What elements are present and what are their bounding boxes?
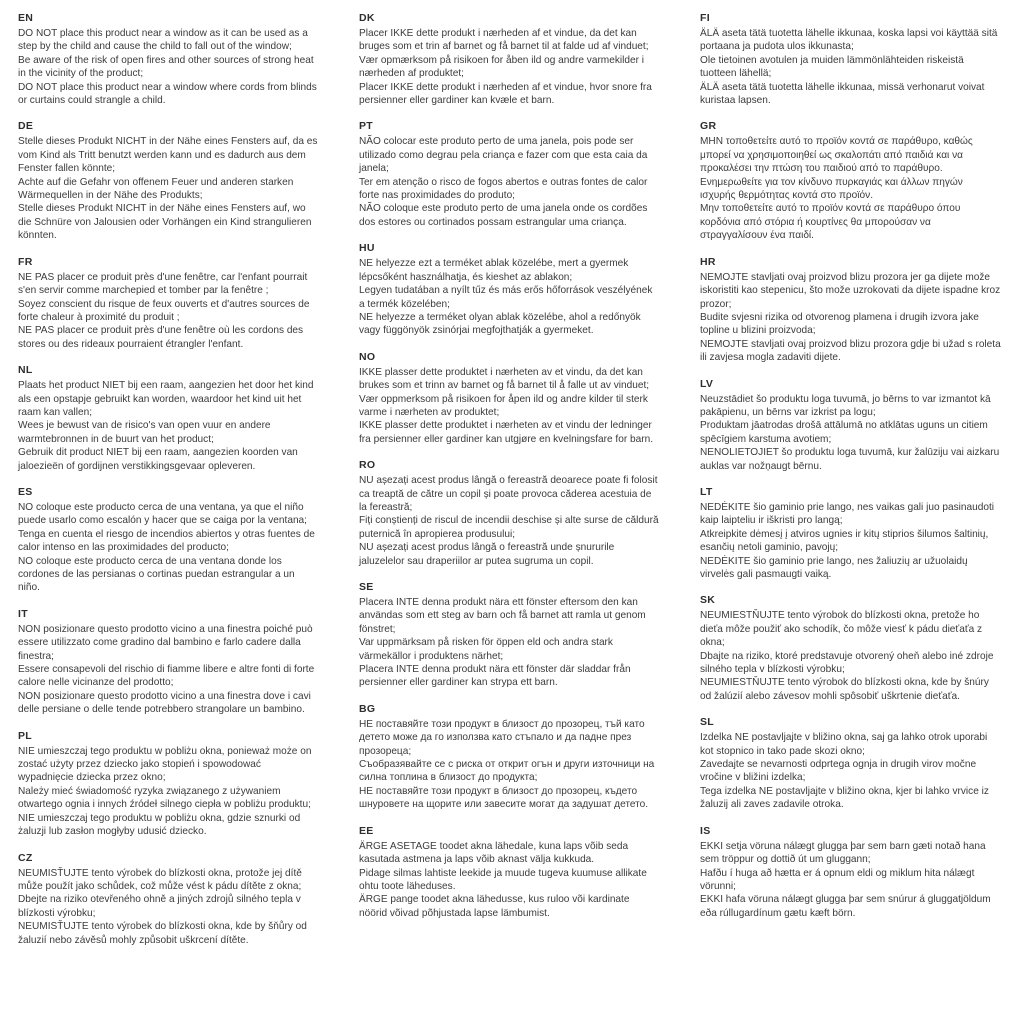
language-code-label: BG <box>359 702 376 715</box>
warning-paragraph: Soyez conscient du risque de feux ouverts et d'autres sources de forte chaleur à proximité du produit ; <box>18 298 310 323</box>
warning-paragraph: NU așezați acest produs lângă o fereastră unde șnururile jaluzelelor sau draperiilor ar putea sugruma un copil. <box>359 542 615 567</box>
language-section-fr <box>18 256 319 351</box>
warning-paragraph: Budite svjesni rizika od otvorenog plamena i drugih izvora jake topline u blizini proizvoda; <box>700 311 979 337</box>
warning-paragraph: NEUMISŤUJTE tento výrobek do blízkosti okna, protože jej dítě může použít jako schůdek, což může vést k pádu dítěte z okna; <box>18 867 302 892</box>
column-2 <box>359 12 660 960</box>
warning-paragraph: Dbajte na riziko, ktoré predstavuje otvorený oheň alebo iné zdroje silného tepla v blízkosti výrobku; <box>700 650 994 676</box>
language-code-label: LT <box>700 485 713 498</box>
warning-paragraph: ÄLÄ aseta tätä tuotetta lähelle ikkunaa, missä verhonarut voivat kuristaa lapsen. <box>700 81 985 107</box>
language-section-es <box>18 486 319 595</box>
warning-paragraph: Placera INTE denna produkt nära ett fönster eftersom den kan användas som ett steg av barn och få barnet att ramla ut genom fönstret; <box>359 597 646 635</box>
warning-paragraph: Izdelka NE postavljajte v bližino okna, saj ga lahko otrok uporabi kot stopnico in tako pade skozi okno; <box>700 732 988 757</box>
warning-paragraph: NIE umieszczaj tego produktu w pobliżu okna, gdzie sznurki od żaluzji lub zasłon mogłyby udusić dziecko. <box>18 812 301 838</box>
warning-paragraph: Be aware of the risk of open fires and other sources of strong heat in the vicinity of the product; <box>18 54 314 80</box>
language-code-label: GR <box>700 120 717 133</box>
warning-paragraph: Należy mieć świadomość ryzyka związanego z używaniem otwartego ognia i innych źródeł silnego ciepła w pobliżu produktu; <box>18 785 311 811</box>
warning-paragraph: IKKE plasser dette produktet i nærheten av et vindu, da det kan brukes som et trinn av barnet og få barnet til å falle ut av vinduet; <box>359 366 650 392</box>
language-section-cz <box>18 852 319 947</box>
language-code-label: SK <box>700 594 716 607</box>
warning-paragraph: NEDĖKITE šio gaminio prie lango, nes žaliuzių ar užuolaidų virvelės gali pasmaugti vaiką. <box>700 555 968 580</box>
language-section-dk <box>359 12 660 107</box>
warning-paragraph: NE PAS placer ce produit près d'une fenêtre, car l'enfant pourrait s'en servir comme marchepied et tomber par la fenêtre ; <box>18 271 308 297</box>
warning-paragraph: NÃO coloque este produto perto de uma janela onde os cordões dos estores ou cortinados possam estrangular uma criança. <box>359 203 648 228</box>
warning-paragraph: Hafðu í huga að hætta er á opnum eldi og miklum hita nálægt vörunni; <box>700 867 975 892</box>
warning-paragraph: Atkreipkite dėmesį į atviros ugnies ir kitų stiprios šilumos šaltinių, esančių netoli gaminio, pavojų; <box>700 528 989 554</box>
language-code-label: RO <box>359 459 376 472</box>
columns <box>18 12 1006 960</box>
warning-paragraph: Dbejte na riziko otevřeného ohně a jiných zdrojů silného tepla v blízkosti výrobku; <box>18 894 301 919</box>
language-code-label: ES <box>18 485 33 498</box>
warning-paragraph: Neuzstādiet šo produktu loga tuvumā, jo bērns to var izmantot kā pakāpienu, un bērns var izkrist pa logu; <box>700 393 991 418</box>
language-code-label: PL <box>18 729 33 742</box>
warning-paragraph: Plaats het product NIET bij een raam, aangezien het door het kind als een opstapje gebruikt kan worden, waardoor het kind uit het raam kan vallen; <box>18 380 314 418</box>
language-section-ee <box>359 825 660 920</box>
language-code-label: EN <box>18 12 34 24</box>
warning-paragraph: EKKI hafa vöruna nálægt glugga þar sem snúrur á gluggatjöldum eða rúllugardínum gætu kæft börn. <box>700 894 991 919</box>
warning-paragraph: NON posizionare questo prodotto vicino a una finestra dove i cavi delle persiane o delle tende potrebbero strangolare un bambino. <box>18 690 311 716</box>
language-section-nl <box>18 364 319 473</box>
warning-paragraph: NEUMISŤUJTE tento výrobek do blízkosti okna, kde by šňůry od žaluzií nebo závěsů mohly způsobit uškrcení dítěte. <box>18 921 307 946</box>
warning-paragraph: NU așezați acest produs lângă o fereastră deoarece poate fi folosit ca treaptă de către un copil și poate provoca căderea acestuia de la fereastră; <box>359 475 658 513</box>
warning-paragraph: Produktam jāatrodas drošā attālumā no atklātas uguns un citiem spēcīgiem karstuma avotiem; <box>700 420 988 445</box>
warning-paragraph: Essere consapevoli del rischio di fiamme libere e altre fonti di forte calore nelle vicinanze del prodotto; <box>18 664 315 689</box>
language-code-label: NL <box>18 364 33 377</box>
warning-paragraph: NEDĖKITE šio gaminio prie lango, nes vaikas gali juo pasinaudoti kaip laipteliu ir iškristi pro langą; <box>700 501 995 527</box>
warning-paragraph: Tega izdelka NE postavljajte v bližino okna, kjer bi lahko vrvice iz žaluzij ali zaves zadavile otroka. <box>700 785 989 811</box>
warning-paragraph: Stelle dieses Produkt NICHT in der Nähe eines Fensters auf, wo die Schnüre von Jalousien oder Vorhängen ein Kind strangulieren könnten. <box>18 203 312 242</box>
language-code-label: PT <box>359 120 374 133</box>
warning-paragraph: Vær opmærksom på risikoen for åben ild og andre varmekilder i nærheden af produktet; <box>359 54 644 80</box>
language-section-sk <box>700 594 1001 703</box>
warning-paragraph: Pidage silmas lahtiste leekide ja muude tugeva kuumuse allikate ohtu toote läheduses. <box>359 867 647 892</box>
column-1 <box>18 12 319 960</box>
warning-paragraph: ÄRGE pange toodet akna lähedusse, kus ruloo või kardinate nöörid võivad põhjustada lapse lämbumist. <box>359 894 630 919</box>
warning-paragraph: NENOLIETOJIET šo produktu loga tuvumā, kur žalūziju vai aizkaru auklas var nožņaugt bērnu. <box>700 447 1000 472</box>
warning-paragraph: Placer IKKE dette produkt i nærheden af et vindue, hvor snore fra persienner eller gardiner kan kvæle et barn. <box>359 81 652 107</box>
warning-paragraph: Wees je bewust van de risico's van open vuur en andere warmtebronnen in de buurt van het product; <box>18 420 271 445</box>
warning-paragraph: Placer IKKE dette produkt i nærheden af et vindue, da det kan bruges som et trin af barnet og få barnet til at falde ud af vinduet; <box>359 28 649 53</box>
language-code-label: IT <box>18 607 28 620</box>
warning-paragraph: NON posizionare questo prodotto vicino a una finestra poiché può essere utilizzato come gradino dal bambino e farlo cadere dalla finestra; <box>18 623 313 662</box>
warning-paragraph: Tenga en cuenta el riesgo de incendios abiertos y otras fuentes de calor intenso en las proximidades del producto; <box>18 528 315 554</box>
language-section-fi <box>700 12 1001 107</box>
language-section-hr <box>700 256 1001 365</box>
language-code-label: IS <box>700 824 711 837</box>
language-section-bg <box>359 703 660 812</box>
language-section-sl <box>700 716 1001 811</box>
language-code-label: CZ <box>18 851 33 864</box>
language-section-hu <box>359 242 660 337</box>
warning-paragraph: ÄRGE ASETAGE toodet akna lähedale, kuna laps võib seda kasutada astmena ja laps võib aknast välja kukkuda. <box>359 840 629 866</box>
warning-paragraph: Vær oppmerksom på risikoen for åpen ild og andre kilder til sterk varme i nærheten av produktet; <box>359 393 648 418</box>
language-section-is <box>700 825 1001 920</box>
language-section-se <box>359 581 660 690</box>
warning-paragraph: НЕ поставяйте този продукт в близост до прозорец, където шнуровете на щорите или завесите могат да задушат детето. <box>359 785 649 811</box>
warning-paragraph: Zavedajte se nevarnosti odprtega ognja in drugih virov močne vročine v bližini izdelka; <box>700 759 977 784</box>
warning-paragraph: NE helyezze ezt a terméket ablak közelébe, mert a gyermek lépcsőként használhatja, és kieshet az ablakon; <box>359 258 629 283</box>
warning-paragraph: Legyen tudatában a nyílt tűz és más erős hőforrások veszélyének a termék közelében; <box>359 285 653 310</box>
warning-paragraph: Gebruik dit product NIET bij een raam, aangezien koorden van jaloezieën of gordijnen verstikkingsgevaar opleveren. <box>18 447 298 472</box>
column-3 <box>700 12 1001 960</box>
language-section-ro <box>359 459 660 568</box>
warning-paragraph: NIE umieszczaj tego produktu w pobliżu okna, ponieważ może on zostać użyty przez dziecko jako stopień i spowodować wypadnięcie dziecka przez okno; <box>18 745 312 784</box>
language-section-gr <box>700 120 1001 242</box>
warning-paragraph: NEUMIESTŇUJTE tento výrobok do blízkosti okna, kde by šnúry od žalúzií alebo závesov mohli spôsobiť uškrtenie dieťaťa. <box>700 677 989 702</box>
warning-paragraph: Съобразявайте се с риска от открит огън и други източници на силна топлина в близост до продукта; <box>359 759 655 784</box>
warning-paragraph: Fiți conștienți de riscul de incendii deschise și alte surse de căldură puternică în apropierea produsului; <box>359 515 659 540</box>
warning-paragraph: DO NOT place this product near a window where cords from blinds or curtains could strangle a child. <box>18 81 317 107</box>
warning-paragraph: IKKE plasser dette produktet i nærheten av et vindu der ledninger fra persienner eller gardiner kan utgjøre en kvelningsfare for barn. <box>359 420 653 445</box>
warning-paragraph: ΜΗΝ τοποθετείτε αυτό το προϊόν κοντά σε παράθυρο, καθώς μπορεί να χρησιμοποιηθεί ως σκαλοπάτι από παιδιά και να προκαλέσει την πτώση του παιδιού από το παράθυρο. <box>700 136 973 175</box>
warning-paragraph: NO coloque este producto cerca de una ventana, ya que el niño puede usarlo como escalón y hacer que se caiga por la ventana; <box>18 501 307 527</box>
language-section-de <box>18 120 319 242</box>
warning-paragraph: Placera INTE denna produkt nära ett fönster där sladdar från persienner eller gardiner kan strypa ett barn. <box>359 664 631 689</box>
language-code-label: NO <box>359 350 376 363</box>
warning-paragraph: NÃO colocar este produto perto de uma janela, pois pode ser utilizado como degrau pela criança e fazer com que esta caia da janela; <box>359 136 648 175</box>
language-section-lv <box>700 378 1001 473</box>
warning-paragraph: NEMOJTE stavljati ovaj proizvod blizu prozora gdje bi užad s roleta ili zavjesa mogla zadaviti dijete. <box>700 338 1001 364</box>
warning-paragraph: НЕ поставяйте този продукт в близост до прозорец, тъй като детето може да го използва като стъпало и да падне през прозореца; <box>359 718 645 757</box>
language-section-it <box>18 608 319 717</box>
warning-paragraph: NEUMIESTŇUJTE tento výrobok do blízkosti okna, pretože ho dieťa môže použiť ako schodík, čo môže viesť k pádu dieťaťa z okna; <box>700 610 983 649</box>
warning-paragraph: Stelle dieses Produkt NICHT in der Nähe eines Fensters auf, da es vom Kind als Tritt benutzt werden kann und es dadurch aus dem Fenster fallen könnte; <box>18 136 318 175</box>
language-code-label: DK <box>359 12 375 24</box>
language-code-label: DE <box>18 120 34 133</box>
warning-paragraph: NO coloque este producto cerca de una ventana donde los cordones de las persianas o cortinas puedan estrangular a un niño. <box>18 555 295 594</box>
warning-paragraph: Ενημερωθείτε για τον κίνδυνο πυρκαγιάς και άλλων πηγών ισχυρής θερμότητας κοντά στο προϊόν. <box>700 176 963 202</box>
warning-paragraph: DO NOT place this product near a window as it can be used as a step by the child and cause the child to fall out of the window; <box>18 28 308 53</box>
language-section-pt <box>359 120 660 229</box>
warning-paragraph: NE PAS placer ce produit près d'une fenêtre où les cordons des stores ou des rideaux pourraient étrangler l'enfant. <box>18 325 304 350</box>
warning-paragraph: Ole tietoinen avotulen ja muiden lämmönlähteiden riskeistä tuotteen lähellä; <box>700 54 964 80</box>
language-code-label: HR <box>700 255 716 268</box>
language-code-label: LV <box>700 377 714 390</box>
language-code-label: SE <box>359 581 374 593</box>
language-section-pl <box>18 730 319 839</box>
language-section-no <box>359 351 660 446</box>
warning-paragraph: ÄLÄ aseta tätä tuotetta lähelle ikkunaa, koska lapsi voi käyttää sitä portaana ja pudota ulos ikkunasta; <box>700 28 998 53</box>
language-code-label: FR <box>18 255 33 268</box>
warning-paragraph: Ter em atenção o risco de fogos abertos e outras fontes de calor forte nas proximidades do produto; <box>359 176 648 202</box>
language-code-label: FI <box>700 12 710 24</box>
language-section-lt <box>700 486 1001 581</box>
language-code-label: EE <box>359 824 374 837</box>
warning-paragraph: Μην τοποθετείτε αυτό το προϊόν κοντά σε παράθυρο όπου κορδόνια από στόρια ή κουρτίνες θα μπορούσαν να στραγγαλίσουν ένα παιδί. <box>700 203 961 242</box>
warning-paragraph: NEMOJTE stavljati ovaj proizvod blizu prozora jer ga dijete može iskoristiti kao stepenicu, što može uzrokovati da dijete ispadne kroz prozor; <box>700 271 1001 310</box>
language-code-label: SL <box>700 716 715 729</box>
warning-paragraph: EKKI setja vöruna nálægt glugga þar sem barn gæti notað hana sem tröppur og dottið út um gluggann; <box>700 840 986 866</box>
warning-paragraph: NE helyezze a terméket olyan ablak közelébe, ahol a redőnyök vagy függönyök zsinórjai megfojthatják a gyermeket. <box>359 311 641 337</box>
language-section-en <box>18 12 319 107</box>
warning-paragraph: Var uppmärksam på risken för öppen eld och andra stark värmekällor i produktens närhet; <box>359 637 613 662</box>
warning-paragraph: Achte auf die Gefahr von offenem Feuer und anderen starken Wärmequellen in der Nähe des Produkts; <box>18 176 294 202</box>
language-code-label: HU <box>359 242 375 255</box>
